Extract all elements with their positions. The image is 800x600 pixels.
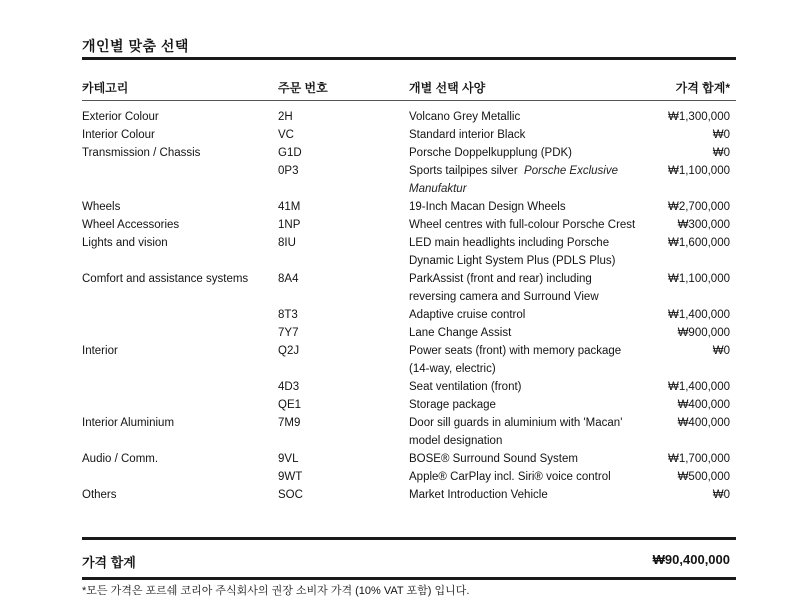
row-code: 2H <box>278 111 293 123</box>
row-option: 19-Inch Macan Design Wheels <box>409 201 566 213</box>
total-row <box>0 552 800 570</box>
row-category: Transmission / Chassis <box>82 147 201 159</box>
row-price: ₩400,000 <box>677 399 730 411</box>
total-top-divider <box>82 537 736 540</box>
row-option-extra: Porsche Exclusive Manufaktur <box>409 165 619 195</box>
header-category: 카테고리 <box>82 81 129 95</box>
row-code: 7M9 <box>278 417 301 429</box>
row-price: ₩0 <box>712 489 730 501</box>
row-category: Wheel Accessories <box>82 219 180 231</box>
row-price: ₩1,100,000 <box>667 165 730 177</box>
row-code: Q2J <box>278 345 300 357</box>
header-price: 가격 합계* <box>675 81 730 95</box>
row-category: Comfort and assistance systems <box>82 273 249 285</box>
row-option: ParkAssist (front and rear) including reversing camera and Surround View <box>409 273 599 303</box>
row-option: Volcano Grey Metallic <box>409 111 521 123</box>
header-option: 개별 선택 사양 <box>409 81 486 95</box>
row-price: ₩1,400,000 <box>667 309 730 321</box>
header-code: 주문 번호 <box>278 81 328 95</box>
row-option: Standard interior Black <box>409 129 526 141</box>
row-option: Seat ventilation (front) <box>409 381 522 393</box>
row-option: Sports tailpipes silver <box>409 165 518 177</box>
row-price: ₩1,700,000 <box>667 453 730 465</box>
row-option: Wheel centres with full-colour Porsche Crest <box>409 219 636 231</box>
row-option: Lane Change Assist <box>409 327 512 339</box>
footnote: *모든 가격은 포르쉐 코리아 주식회사의 권장 소비자 가격 (10% VAT 포함) 입니다. <box>82 585 470 597</box>
row-code: 8A4 <box>278 273 299 285</box>
row-price: ₩2,700,000 <box>667 201 730 213</box>
row-code: VC <box>278 129 294 141</box>
row-price: ₩500,000 <box>677 471 730 483</box>
row-price: ₩300,000 <box>677 219 730 231</box>
row-price: ₩1,400,000 <box>667 381 730 393</box>
row-code: 7Y7 <box>278 327 299 339</box>
row-code: 4D3 <box>278 381 300 393</box>
row-category: Interior Colour <box>82 129 155 141</box>
page-title: 개인별 맞춤 선택 <box>82 38 189 54</box>
row-option: Market Introduction Vehicle <box>409 489 548 501</box>
row-price: ₩1,300,000 <box>667 111 730 123</box>
row-code: 8T3 <box>278 309 298 321</box>
header-divider <box>82 100 736 101</box>
row-option: BOSE® Surround Sound System <box>409 453 578 465</box>
row-category: Interior <box>82 345 118 357</box>
row-option: Apple® CarPlay incl. Siri® voice control <box>409 471 611 483</box>
row-category: Exterior Colour <box>82 111 159 123</box>
total-bottom-divider <box>82 577 736 580</box>
row-code: G1D <box>278 147 302 159</box>
row-option: Storage package <box>409 399 496 411</box>
row-option-wrap <box>409 162 641 198</box>
row-category: Audio / Comm. <box>82 453 159 465</box>
row-code: 1NP <box>278 219 301 231</box>
row-code: 8IU <box>278 237 296 249</box>
row-option: Power seats (front) with memory package (14-way, electric) <box>409 345 622 375</box>
top-divider <box>82 57 736 60</box>
row-code: QE1 <box>278 399 302 411</box>
row-code: 0P3 <box>278 165 299 177</box>
row-price: ₩900,000 <box>677 327 730 339</box>
row-category: Others <box>82 489 117 501</box>
row-code: 9WT <box>278 471 303 483</box>
row-option: Door sill guards in aluminium with 'Macan' model designation <box>409 417 623 447</box>
total-value: ₩90,400,000 <box>652 552 730 567</box>
row-category: Wheels <box>82 201 121 213</box>
total-label: 가격 합계 <box>82 555 136 570</box>
row-price: ₩0 <box>712 345 730 357</box>
row-price: ₩400,000 <box>677 417 730 429</box>
row-option: Porsche Doppelkupplung (PDK) <box>409 147 573 159</box>
row-price: ₩0 <box>712 129 730 141</box>
row-option: Adaptive cruise control <box>409 309 526 321</box>
row-category: Interior Aluminium <box>82 417 175 429</box>
table-header <box>0 79 800 97</box>
row-category: Lights and vision <box>82 237 168 249</box>
row-code: 9VL <box>278 453 299 465</box>
row-code: SOC <box>278 489 303 501</box>
row-price: ₩1,100,000 <box>667 273 730 285</box>
row-option: LED main headlights including Porsche Dynamic Light System Plus (PDLS Plus) <box>409 237 616 267</box>
row-code: 41M <box>278 201 301 213</box>
row-price: ₩0 <box>712 147 730 159</box>
row-price: ₩1,600,000 <box>667 237 730 249</box>
